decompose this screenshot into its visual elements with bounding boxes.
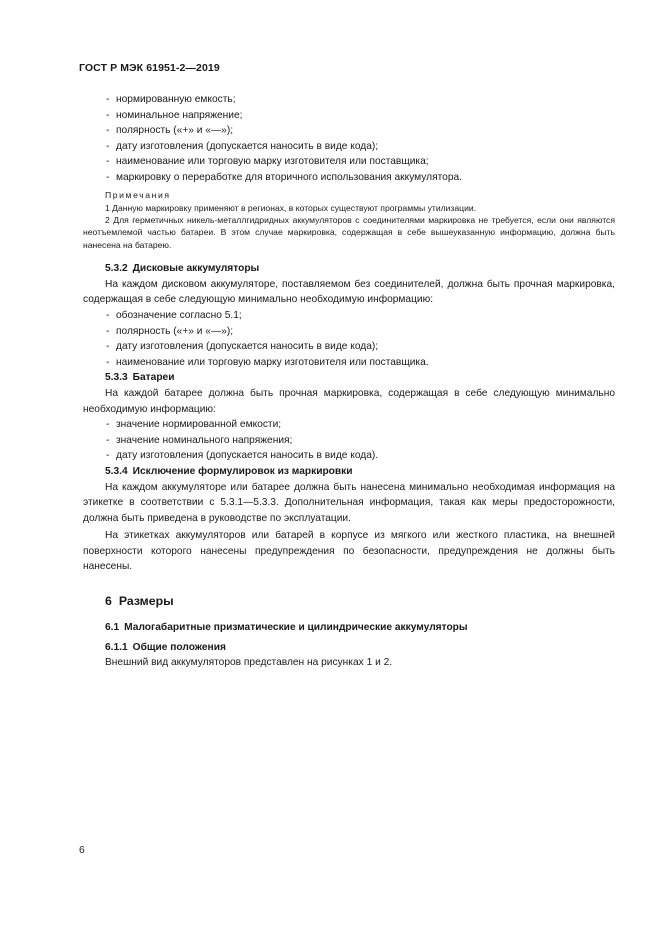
list-item: - нормированную емкость; bbox=[83, 92, 615, 108]
list-item: - дату изготовления (допускается наносить в виде кода). bbox=[83, 448, 615, 464]
dash-marker: - bbox=[106, 109, 110, 121]
paragraph: На каждом дисковом аккумуляторе, поставляемом без соединителей, должна быть прочная маркировка, содержащая в себе следующую минимально необходимую информацию: bbox=[83, 278, 615, 306]
subsection-5-3-2-heading: 5.3.2 Дисковые аккумуляторы bbox=[105, 263, 260, 275]
list-item: - полярность («+» и «—»); bbox=[83, 324, 615, 340]
list-item: - значение нормированной емкости; bbox=[83, 417, 615, 433]
dash-marker: - bbox=[106, 171, 110, 183]
list-item: - маркировку о переработке для вторичного использования аккумулятора. bbox=[83, 170, 615, 186]
list-item: - наименование или торговую марку изготовителя или поставщика; bbox=[83, 154, 615, 170]
list-item: - обозначение согласно 5.1; bbox=[83, 308, 615, 324]
dash-marker: - bbox=[106, 140, 110, 152]
page-content bbox=[83, 92, 615, 671]
page-number: 6 bbox=[79, 845, 85, 856]
section-6-1-1-heading: 6.1.1 Общие положения bbox=[105, 641, 226, 653]
list-item: - дату изготовления (допускается наносить в виде кода); bbox=[83, 339, 615, 355]
section-6-heading: 6 Размеры bbox=[105, 594, 174, 609]
dash-marker: - bbox=[106, 156, 110, 168]
list-item: - номинальное напряжение; bbox=[83, 108, 615, 124]
list-item: - полярность («+» и «—»); bbox=[83, 123, 615, 139]
dash-marker: - bbox=[106, 309, 110, 321]
note-item: 2 Для герметичных никель-металлгидридных аккумуляторов с соединителями маркировка не требуется, если они являются неотъемлемой частью батареи. В этом случае маркировка, содержащая в себе вышеуказанную информацию, должна быть нанесена на батарею. bbox=[83, 214, 615, 250]
list-item: - значение номинального напряжения; bbox=[83, 433, 615, 449]
dash-marker: - bbox=[106, 419, 110, 431]
notes-title: Примечания bbox=[105, 189, 171, 200]
dash-marker: - bbox=[106, 341, 110, 353]
list-item: - дату изготовления (допускается наносить в виде кода); bbox=[83, 139, 615, 155]
list-item: - наименование или торговую марку изготовителя или поставщика. bbox=[83, 355, 615, 371]
note-item: 1 Данную маркировку применяют в регионах, в которых существуют программы утилизации. bbox=[105, 202, 477, 213]
paragraph: На этикетках аккумуляторов или батарей в корпусе из мягкого или жесткого пластика, на внешней поверхности которого нанесены предупреждения по безопасности, предупреждения не должны быть нанесены. bbox=[83, 530, 615, 573]
section-6-1-heading: 6.1 Малогабаритные призматические и цилиндрические аккумуляторы bbox=[105, 622, 468, 634]
dash-marker: - bbox=[106, 434, 110, 446]
dash-marker: - bbox=[106, 356, 110, 368]
document-header: ГОСТ Р МЭК 61951-2—2019 bbox=[79, 62, 220, 74]
paragraph: На каждой батарее должна быть прочная маркировка, содержащая в себе следующую минимально необходимую информацию: bbox=[83, 387, 615, 415]
subsection-5-3-4-heading: 5.3.4 Исключение формулировок из маркировки bbox=[105, 465, 353, 477]
marking-list bbox=[83, 92, 615, 186]
paragraph: Внешний вид аккумуляторов представлен на рисунках 1 и 2. bbox=[105, 657, 393, 669]
dash-marker: - bbox=[106, 94, 110, 105]
dash-marker: - bbox=[106, 125, 110, 137]
paragraph: На каждом аккумуляторе или батарее должна быть нанесена минимально необходимая информация на этикетке в соответствии с 5.3.1—5.3.3. Дополнительная информация, такая как меры предосторожности, должна быть приведена в руководстве по эксплуатации. bbox=[83, 481, 615, 524]
dash-marker: - bbox=[106, 450, 110, 462]
dash-marker: - bbox=[106, 325, 110, 337]
subsection-5-3-3-heading: 5.3.3 Батареи bbox=[105, 372, 175, 384]
